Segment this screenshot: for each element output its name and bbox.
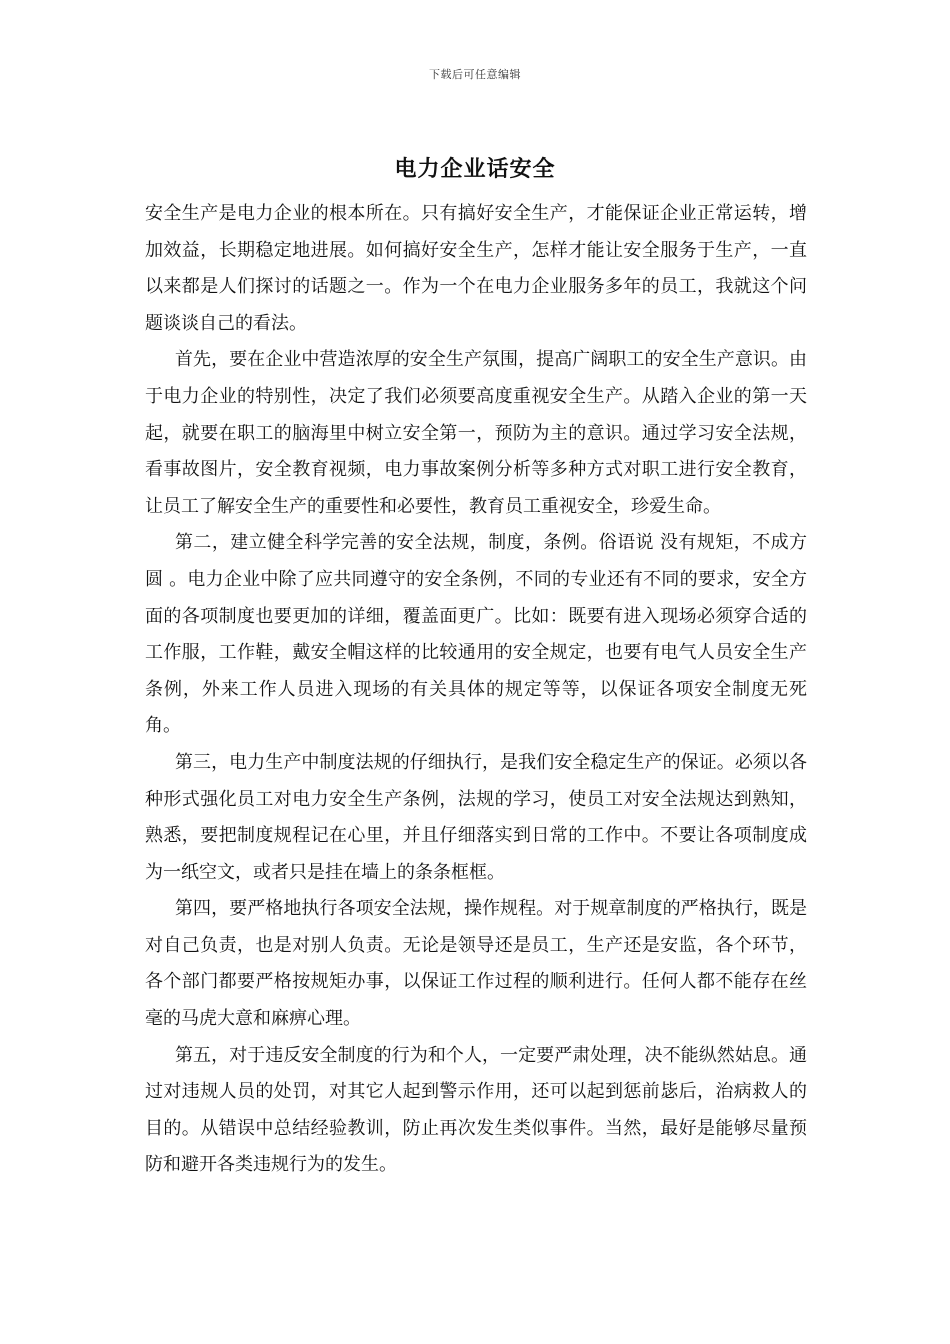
document-body <box>145 196 807 1184</box>
header-note: 下载后可任意编辑 <box>429 68 521 81</box>
paragraph-fifth: 第五，对于违反安全制度的行为和个人，一定要严肃处理，决不能纵然姑息。通过对违规人员的处罚，对其它人起到警示作用，还可以起到惩前毖后，治病救人的目的。从错误中总结经验教训，防止再次发生类似事件。当然，最好是能够尽量预防和避开各类违规行为的发生。 <box>145 1044 807 1176</box>
paragraph-third: 第三，电力生产中制度法规的仔细执行，是我们安全稳定生产的保证。必须以各种形式强化员工对电力安全生产条例，法规的学习，使员工对安全法规达到熟知，熟悉，要把制度规程记在心里，并且仔细落实到日常的工作中。不要让各项制度成为一纸空文，或者只是挂在墙上的条条框框。 <box>145 751 807 883</box>
paragraph-first: 首先，要在企业中营造浓厚的安全生产氛围，提高广阔职工的安全生产意识。由于电力企业的特别性，决定了我们必须要高度重视安全生产。从踏入企业的第一天起，就要在职工的脑海里中树立安全第一，预防为主的意识。通过学习安全法规，看事故图片，安全教育视频，电力事故案例分析等多种方式对职工进行安全教育，让员工了解安全生产的重要性和必要性，教育员工重视安全，珍爱生命。 <box>145 349 807 517</box>
paragraph-fourth: 第四，要严格地执行各项安全法规，操作规程。对于规章制度的严格执行，既是对自己负责，也是对别人负责。无论是领导还是员工，生产还是安监，各个环节，各个部门都要严格按规矩办事，以保证工作过程的顺利进行。任何人都不能存在丝毫的马虎大意和麻痹心理。 <box>145 898 807 1030</box>
document-title: 电力企业话安全 <box>394 156 556 182</box>
paragraph-intro: 安全生产是电力企业的根本所在。只有搞好安全生产，才能保证企业正常运转，增加效益，长期稳定地进展。如何搞好安全生产，怎样才能让安全服务于生产，一直以来都是人们探讨的话题之一。作为一个在电力企业服务多年的员工，我就这个问题谈谈自己的看法。 <box>145 203 807 334</box>
paragraph-second: 第二，建立健全科学完善的安全法规，制度，条例。俗语说 没有规矩，不成方圆 。电力企业中除了应共同遵守的安全条例，不同的专业还有不同的要求，安全方面的各项制度也要更加的详细，覆盖面更广。比如：既要有进入现场必须穿合适的工作服，工作鞋，戴安全帽这样的比较通用的安全规定，也要有电气人员安全生产条例，外来工作人员进入现场的有关具体的规定等等，以保证各项安全制度无死角。 <box>145 532 807 737</box>
